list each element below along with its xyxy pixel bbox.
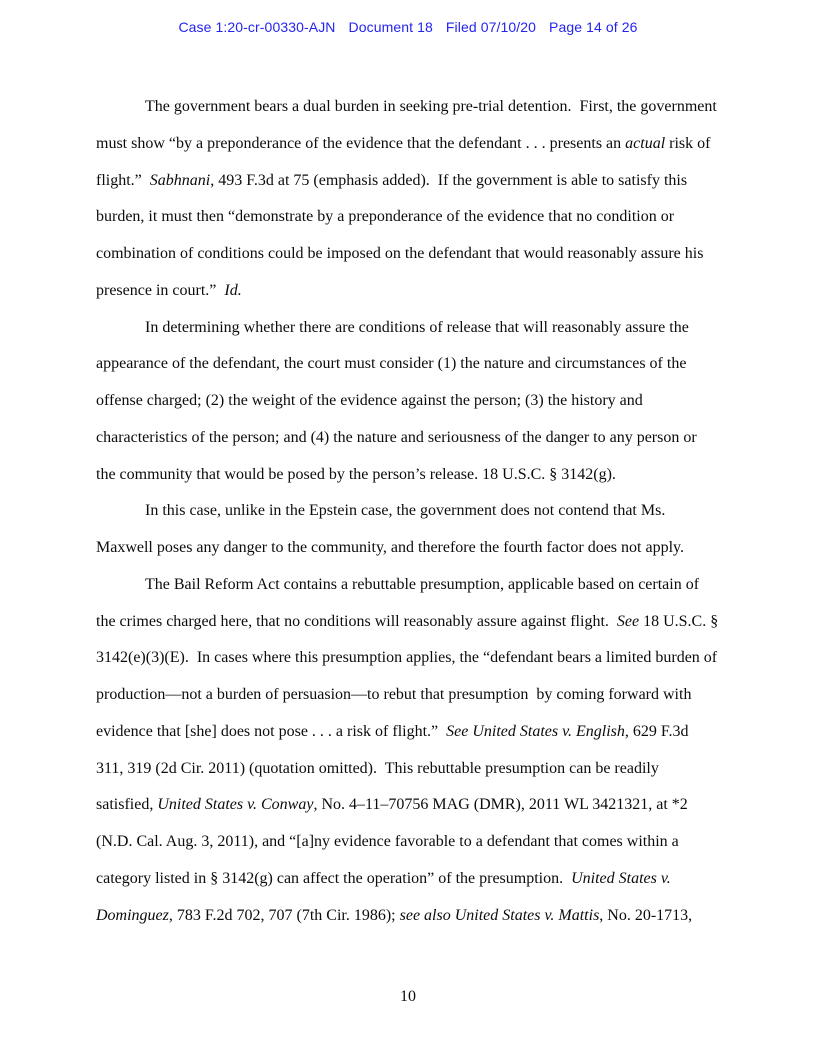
stamp-page-count: Page 14 of 26 (549, 19, 638, 35)
text-run: offense charged; (2) the weight of the evidence against the person; (3) the history and (96, 392, 643, 409)
text-run: See United States v. English (446, 722, 625, 740)
text-line (96, 346, 720, 383)
text-run: 18 U.S.C. § (639, 612, 719, 630)
text-run: category listed in § 3142(g) can affect the operation” of the presumption. (96, 869, 572, 887)
text-run: satisfied, (96, 796, 158, 814)
text-line (96, 824, 720, 861)
text-run: , 629 F.3d (624, 722, 689, 740)
text-line (96, 861, 720, 898)
text-run: The Bail Reform Act contains a rebuttable presumption, applicable based on certain of (145, 575, 700, 593)
text-run: See (616, 612, 640, 630)
stamp-document-number: Document 18 (348, 19, 433, 35)
stamp-filed-date: Filed 07/10/20 (445, 19, 537, 35)
text-line (96, 273, 720, 310)
text-run: In determining whether there are conditions of release that will reasonably assure the (145, 318, 689, 336)
text-run: production—not a burden of persuasion—to rebut that presumption by coming forward with (96, 686, 692, 703)
stamp-case-number: Case 1:20-cr-00330-AJN (178, 19, 336, 35)
text-run: Id. (224, 281, 242, 299)
text-run: 311, 319 (2d Cir. 2011) (quotation omitted). This rebuttable presumption can be readily (96, 759, 659, 777)
text-run: United States v. (571, 869, 671, 887)
text-line (96, 714, 720, 751)
text-line (96, 420, 720, 457)
text-line (96, 898, 720, 935)
text-line (96, 199, 720, 236)
text-run: In this case, unlike in the Epstein case, the government does not contend that Ms. (145, 502, 666, 520)
text-run: , No. 4–11–70756 MAG (DMR), 2011 WL 3421321, at *2 (313, 796, 688, 814)
text-run: presence in court.” (96, 281, 225, 299)
text-line (96, 236, 720, 273)
text-run: the community that would be posed by the person’s release. 18 U.S.C. § 3142(g). (96, 465, 616, 483)
text-line (96, 751, 720, 788)
text-run: , 493 F.3d at 75 (emphasis added). If the government is able to satisfy this (210, 171, 688, 189)
page-number: 10 (400, 988, 416, 1005)
text-line (96, 787, 720, 824)
ecf-case-stamp (0, 19, 816, 35)
text-line (96, 493, 720, 530)
text-run: Sabhnani (149, 171, 211, 189)
text-line (96, 383, 720, 420)
text-run: Maxwell poses any danger to the community, and therefore the fourth factor does not apply. (96, 539, 684, 556)
text-run: , 783 F.2d 702, 707 (7th Cir. 1986); (168, 906, 400, 924)
text-run: must show “by a preponderance of the evidence that the defendant . . . presents an (96, 134, 626, 152)
document-body-text (96, 89, 720, 934)
text-run: evidence that [she] does not pose . . . a risk of flight.” (96, 722, 447, 740)
text-line (96, 163, 720, 200)
text-run: combination of conditions could be imposed on the defendant that would reasonably assure his (96, 245, 704, 262)
text-line (96, 89, 720, 126)
text-line (96, 604, 720, 641)
text-run: (N.D. Cal. Aug. 3, 2011), and “[a]ny evidence favorable to a defendant that comes within a (96, 833, 679, 850)
text-line (96, 530, 720, 567)
text-line (96, 126, 720, 163)
text-run: appearance of the defendant, the court must consider (1) the nature and circumstances of the (96, 355, 687, 373)
text-run: risk of (665, 134, 711, 152)
text-line (96, 310, 720, 347)
text-line (96, 457, 720, 494)
text-line (96, 567, 720, 604)
text-run: the crimes charged here, that no conditions will reasonably assure against flight. (96, 612, 617, 630)
text-run: United States v. Conway (157, 796, 314, 814)
text-run: burden, it must then “demonstrate by a preponderance of the evidence that no condition or (96, 208, 675, 226)
text-line (96, 640, 720, 677)
text-run: flight.” (96, 171, 150, 189)
text-run: characteristics of the person; and (4) the nature and seriousness of the danger to any person or (96, 428, 697, 446)
text-line (96, 677, 720, 714)
text-run: 3142(e)(3)(E). In cases where this presumption applies, the “defendant bears a limited burden of (96, 649, 718, 667)
text-run: see also United States v. Mattis (399, 906, 600, 924)
text-run: Dominguez (96, 906, 169, 924)
text-run: , No. 20-1713, (599, 906, 693, 924)
text-run: The government bears a dual burden in seeking pre-trial detention. First, the government (145, 98, 717, 115)
text-run: actual (625, 134, 666, 152)
